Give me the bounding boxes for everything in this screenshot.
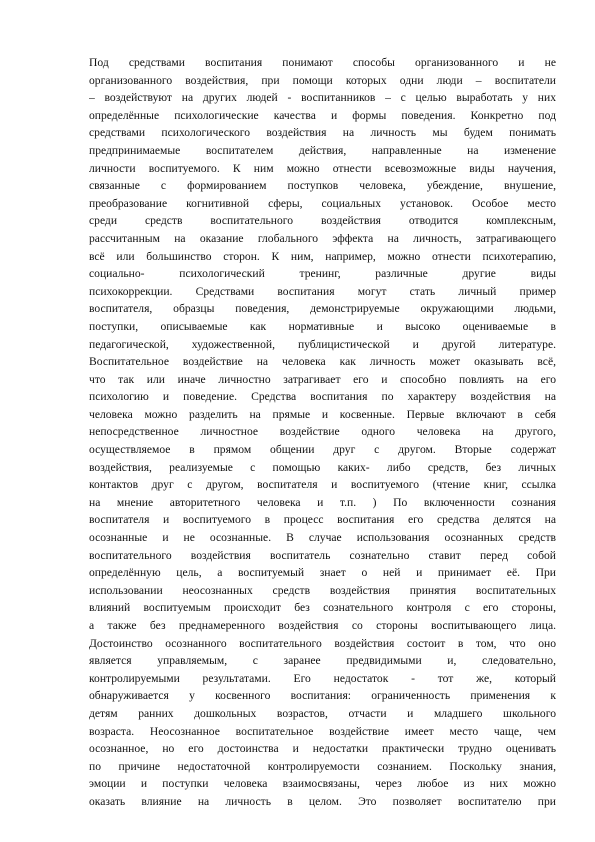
text-line: эмоции и поступки человека взаимосвязаны, через любое из них можно bbox=[89, 777, 556, 791]
text-line: Достоинство осознанного воспитательного воздействия состоит в том, что оно bbox=[89, 636, 556, 650]
text-line: по причине недостаточной контролируемости сознанием. Поскольку знания, bbox=[89, 759, 556, 773]
text-line: использовании неосознанных средств воздействия принятия воспитательных bbox=[89, 583, 556, 597]
text-line: обнаруживается у косвенного воспитания: ограниченность применения к bbox=[89, 689, 556, 703]
text-line: человека можно разделить на прямые и косвенные. Первые включают в себя bbox=[89, 407, 556, 421]
text-line: воспитателя, образцы поведения, демонстрируемые окружающими людьми, bbox=[89, 302, 556, 316]
text-line: влияний воспитуемым происходит без сознательного контроля с его стороны, bbox=[89, 601, 556, 615]
text-line: предпринимаемые воспитателем действия, направленные на изменение bbox=[89, 143, 556, 157]
text-line: личности воспитуемого. К ним можно отнести всевозможные виды научения, bbox=[89, 161, 556, 175]
text-line: средствами психологического воздействия на личность мы будем понимать bbox=[89, 126, 556, 140]
text-line: воздействия, реализуемые с помощью каких- либо средств, без личных bbox=[89, 460, 556, 474]
text-line: воспитателя и воспитуемого в процесс воспитания его средства делятся на bbox=[89, 513, 556, 527]
text-line: детям ранних дошкольных возрастов, отчасти и младшего школьного bbox=[89, 706, 556, 720]
text-line: поступки, описываемые как нормативные и высоко оцениваемые в bbox=[89, 319, 556, 333]
text-line: возраста. Неосознанное воспитательное воздействие имеет место чаще, чем bbox=[89, 724, 556, 738]
text-line: социально- психологический тренинг, различные другие виды bbox=[89, 267, 556, 281]
text-line: воспитательного воздействия воспитатель сознательно ставит перед собой bbox=[89, 548, 556, 562]
text-line: организованного воздействия, при помощи которых одни люди – воспитатели bbox=[89, 73, 556, 87]
text-line: осознанные и не осознанные. В случае использования осознанных средств bbox=[89, 531, 556, 545]
text-line: определённую цель, а воспитуемый знает о ней и принимает её. При bbox=[89, 566, 556, 580]
text-line: осознанное, но его достоинства и недостатки практически трудно оценивать bbox=[89, 742, 556, 756]
text-line: осуществляемое в прямом общении друг с другом. Вторые содержат bbox=[89, 443, 556, 457]
body-text bbox=[89, 54, 556, 811]
text-line: рассчитанным на оказание глобального эффекта на личность, затрагивающего bbox=[89, 231, 556, 245]
text-line: определённые психологические качества и формы поведения. Конкретно под bbox=[89, 108, 556, 122]
text-line: связанные с формированием поступков человека, убеждение, внушение, bbox=[89, 179, 556, 193]
text-line: является управляемым, с заранее предвидимыми и, следовательно, bbox=[89, 654, 556, 668]
text-line: что так или иначе личностно затрагивает его и способно повлиять на его bbox=[89, 372, 556, 386]
text-line: всё или большинство сторон. К ним, например, можно отнести психотерапию, bbox=[89, 249, 556, 263]
text-line: среди средств воспитательного воздействия отводится комплексным, bbox=[89, 214, 556, 228]
text-line: психокоррекции. Средствами воспитания могут стать личный пример bbox=[89, 284, 556, 298]
text-line: оказать влияние на личность в целом. Это позволяет воспитателю при bbox=[89, 794, 556, 808]
text-line: педагогической, художественной, публицистической и другой литературе. bbox=[89, 337, 556, 351]
text-line: – воздействуют на других людей - воспитанников – с целью выработать у них bbox=[89, 91, 556, 105]
text-line: контактов друг с другом, воспитателя и воспитуемого (чтение книг, ссылка bbox=[89, 478, 556, 492]
text-line: психологию и поведение. Средства воспитания по характеру воздействия на bbox=[89, 390, 556, 404]
text-line: контролируемыми результатами. Его недостаток - тот же, который bbox=[89, 671, 556, 685]
text-line: непосредственное личностное воздействие одного человека на другого, bbox=[89, 425, 556, 439]
text-line: преобразование когнитивной сферы, социальных установок. Особое место bbox=[89, 196, 556, 210]
text-line: на мнение авторитетного человека и т.п. ) По включенности сознания bbox=[89, 495, 556, 509]
text-line: Воспитательное воздействие на человека как личность может оказывать всё, bbox=[89, 355, 556, 369]
text-line: Под средствами воспитания понимают способы организованного и не bbox=[89, 56, 556, 69]
text-line: а также без преднамеренного воздействия со стороны воспитывающего лица. bbox=[89, 619, 556, 632]
